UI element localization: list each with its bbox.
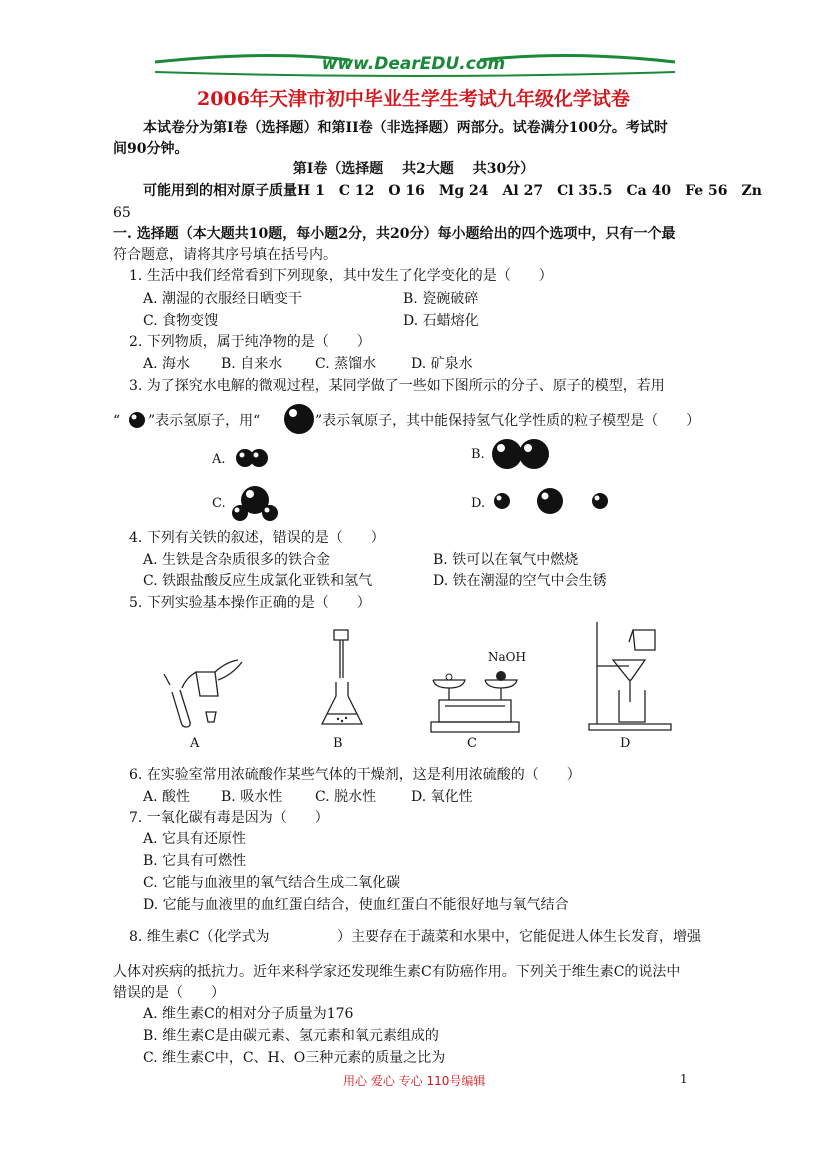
footer-text: 用心 爱心 专心 110号编辑 bbox=[343, 1074, 486, 1088]
q3-stem: 3. 为了探究水电解的微观过程，某同学做了一些如下图所示的分子、原子的模型，若用 bbox=[129, 378, 665, 394]
site-url: www.DearEDU.com bbox=[321, 54, 506, 74]
q6-option-b: B. 吸水性 bbox=[221, 789, 283, 805]
q5-label-c: C bbox=[467, 736, 477, 751]
q5-label-a: A bbox=[190, 736, 200, 751]
atomic-masses: 可能用到的相对原子质量H 1 C 12 O 16 Mg 24 Al 27 Cl 35.5 Ca 40 Fe 56 Zn bbox=[143, 183, 762, 199]
q4-stem: 4. 下列有关铁的叙述，错误的是（ ） bbox=[129, 530, 385, 546]
q3-mid-text: ”表示氢原子，用“ bbox=[148, 413, 261, 429]
q8-option-a: A. 维生素C的相对分子质量为176 bbox=[143, 1006, 354, 1022]
q7-option-d: D. 它能与血液里的血红蛋白结合，使血红蛋白不能很好地与氧气结合 bbox=[143, 897, 569, 913]
apparatus-d-filtration-icon bbox=[585, 620, 675, 732]
q3-label-c: C. bbox=[212, 496, 226, 511]
hydrogen-atom-icon bbox=[127, 410, 147, 430]
q7-option-b: B. 它具有可燃性 bbox=[143, 853, 247, 869]
q2-stem: 2. 下列物质，属于纯净物的是（ ） bbox=[129, 334, 371, 350]
intro-line-1: 本试卷分为第I卷（选择题）和第II卷（非选择题）两部分。试卷满分100分。考试时 bbox=[143, 120, 668, 136]
model-d-separate-atoms bbox=[490, 486, 620, 516]
q4-option-c: C. 铁跟盐酸反应生成氯化亚铁和氢气 bbox=[143, 573, 373, 589]
model-a-h2-molecule bbox=[234, 447, 270, 469]
q3-label-b: B. bbox=[471, 447, 485, 462]
q2-option-c: C. 蒸馏水 bbox=[315, 356, 377, 372]
q6-option-d: D. 氧化性 bbox=[411, 789, 473, 805]
q8-stem-part1: 8. 维生素C（化学式为 bbox=[129, 929, 270, 945]
q7-option-a: A. 它具有还原性 bbox=[143, 831, 247, 847]
q2-option-d: D. 矿泉水 bbox=[411, 356, 473, 372]
q6-stem: 6. 在实验室常用浓硫酸作某些气体的干燥剂，这是利用浓硫酸的（ ） bbox=[129, 767, 581, 783]
q7-option-c: C. 它能与血液里的氧气结合生成二氧化碳 bbox=[143, 875, 401, 891]
q2-option-a: A. 海水 bbox=[143, 356, 191, 372]
q3-label-a: A. bbox=[212, 452, 226, 467]
section-heading: 第I卷（选择题 共2大题 共30分） bbox=[292, 161, 535, 177]
q5-label-d: D bbox=[620, 736, 631, 751]
naoh-label: NaOH bbox=[488, 650, 526, 664]
atomic-masses-cont: 65 bbox=[113, 205, 131, 221]
q8-stem-part2: ）主要存在于蔬菜和水果中，它能促进人体生长发育，增强 bbox=[337, 929, 701, 945]
part1-instructions: 一. 选择题（本大题共10题，每小题2分，共20分）每小题给出的四个选项中，只有一个最 bbox=[113, 226, 676, 242]
q2-option-b: B. 自来水 bbox=[221, 356, 283, 372]
q4-option-b: B. 铁可以在氧气中燃烧 bbox=[433, 552, 579, 568]
page-number: 1 bbox=[680, 1072, 688, 1086]
model-c-h2o-molecule bbox=[230, 482, 280, 524]
intro-line-2: 间90分钟。 bbox=[113, 141, 189, 157]
apparatus-a-pouring-liquid-icon bbox=[160, 650, 250, 735]
q4-option-a: A. 生铁是含杂质很多的铁合金 bbox=[143, 552, 331, 568]
q6-option-c: C. 脱水性 bbox=[315, 789, 377, 805]
q6-option-a: A. 酸性 bbox=[143, 789, 191, 805]
q8-line-3: 错误的是（ ） bbox=[113, 985, 225, 1001]
q7-stem: 7. 一氧化碳有毒是因为（ ） bbox=[129, 810, 329, 826]
apparatus-c-balance-icon bbox=[425, 660, 525, 735]
q3-end-text: ”表示氧原子，其中能保持氢气化学性质的粒子模型是（ ） bbox=[315, 413, 701, 429]
q3-quote-open: “ bbox=[113, 413, 121, 429]
apparatus-b-dropper-flask-icon bbox=[318, 630, 366, 730]
q8-option-b: B. 维生素C是由碳元素、氢元素和氧元素组成的 bbox=[143, 1028, 439, 1044]
exam-title: 2006年天津市初中毕业生学生考试九年级化学试卷 bbox=[197, 88, 630, 110]
q1-option-a: A. 潮湿的衣服经日晒变干 bbox=[143, 291, 303, 307]
q1-option-b: B. 瓷碗破碎 bbox=[403, 291, 479, 307]
q1-option-c: C. 食物变馊 bbox=[143, 313, 219, 329]
part1-instructions-cont: 符合题意，请将其序号填在括号内。 bbox=[113, 247, 337, 263]
q8-line-2: 人体对疾病的抵抗力。近年来科学家还发现维生素C有防癌作用。下列关于维生素C的说法中 bbox=[113, 964, 681, 980]
q5-label-b: B bbox=[333, 736, 343, 751]
q1-option-d: D. 石蜡熔化 bbox=[403, 313, 479, 329]
q1-stem: 1. 生活中我们经常看到下列现象，其中发生了化学变化的是（ ） bbox=[129, 268, 553, 284]
q3-label-d: D. bbox=[471, 496, 486, 511]
q8-option-c: C. 维生素C中，C、H、O三种元素的质量之比为 bbox=[143, 1050, 446, 1066]
q5-stem: 5. 下列实验基本操作正确的是（ ） bbox=[129, 595, 371, 611]
q4-option-d: D. 铁在潮湿的空气中会生锈 bbox=[433, 573, 607, 589]
oxygen-atom-icon bbox=[282, 402, 316, 436]
model-b-o2-molecule bbox=[489, 436, 553, 472]
